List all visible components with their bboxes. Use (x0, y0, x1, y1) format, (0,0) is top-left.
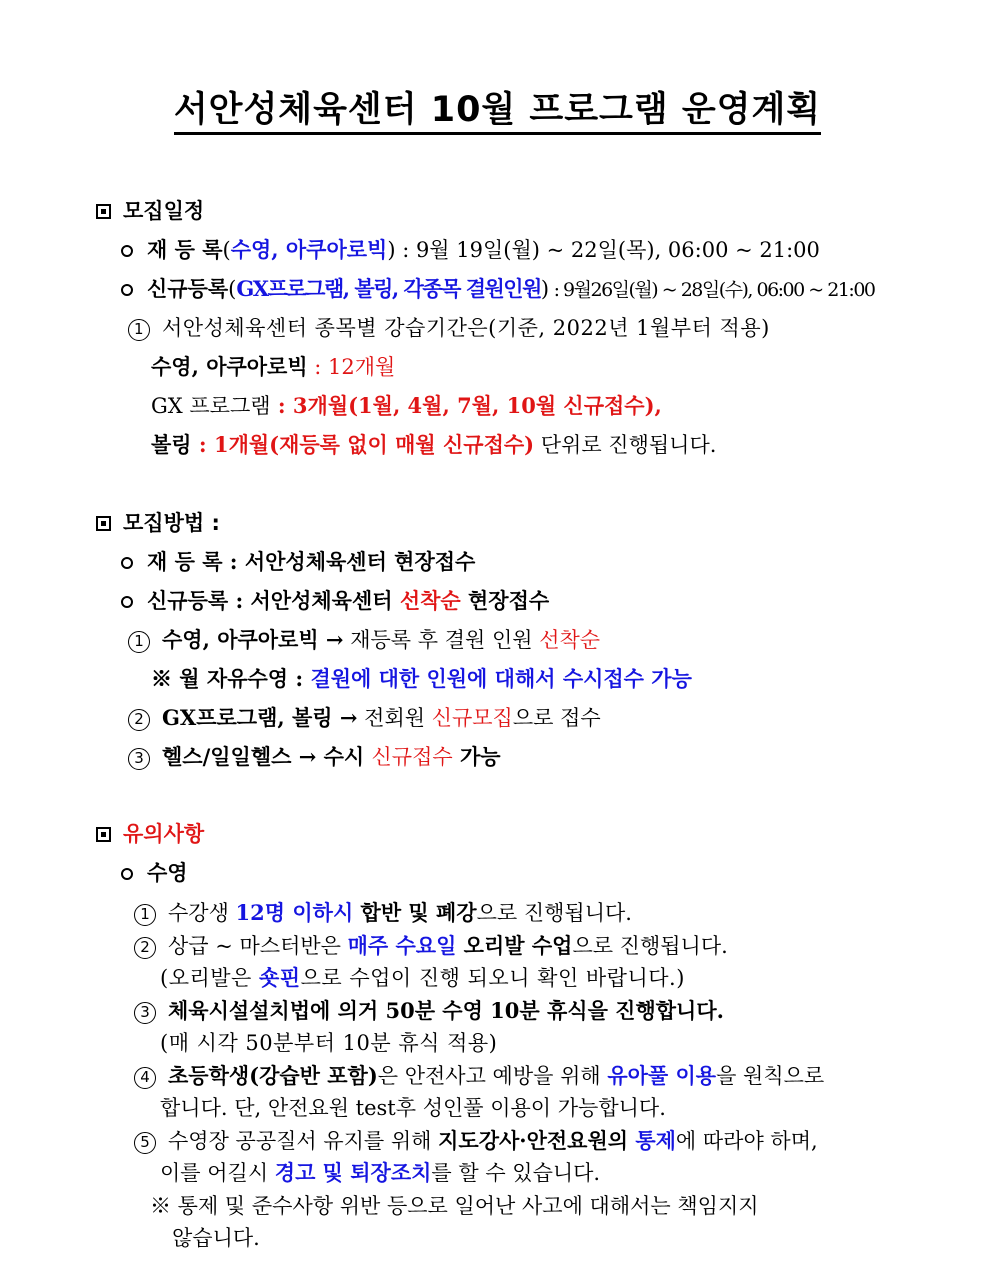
notice-item-3-detail: (매 시각 50분부터 10분 휴식 적용) (160, 1031, 498, 1055)
notice-item-3: 3 체육시설설치법에 의거 50분 수영 10분 휴식을 진행합니다. (134, 997, 724, 1025)
schedule-swim-period: 수영, 아쿠아로빅 : 12개월 (151, 354, 396, 379)
schedule-newreg-line: 신규등록(GX프로그램, 볼링, 각종목 결원인원) : 9월26일(월) ~ 28일(수), 06:00 ~ 21:00 (121, 275, 875, 304)
notice-disclaimer-line-1: ※ 통제 및 준수사항 위반 등으로 일어난 사고에 대해서는 책임지지 (150, 1194, 759, 1218)
circle-bullet-icon (121, 284, 133, 296)
section-heading-notice: 유의사항 (96, 820, 204, 848)
method-item-2: 2 GX프로그램, 볼링 → 전회원 신규모집으로 접수 (128, 704, 601, 732)
notice-item-5: 5 수영장 공공질서 유지를 위해 지도강사·안전요원의 통제에 따라야 하며, (134, 1127, 818, 1155)
schedule-gx-period: GX 프로그램 : 3개월(1월, 4월, 7월, 10월 신규접수), (151, 393, 662, 418)
section-heading-method: 모집방법 : (96, 509, 220, 537)
square-bullet-icon (96, 827, 111, 842)
notice-item-2-detail: (오리발은 숏핀으로 수업이 진행 되오니 확인 바랍니다.) (160, 965, 685, 990)
section-heading-schedule: 모집일정 (96, 197, 204, 225)
notice-item-4-detail: 합니다. 단, 안전요원 test후 성인풀 이용이 가능합니다. (160, 1096, 666, 1120)
method-free-swim-note: ※ 월 자유수영 : 결원에 대한 인원에 대해서 수시접수 가능 (151, 666, 692, 691)
notice-item-5-detail: 이를 어길시 경고 및 퇴장조치를 할 수 있습니다. (160, 1160, 601, 1185)
circle-bullet-icon (121, 557, 133, 569)
notice-disclaimer-line-2: 않습니다. (172, 1226, 260, 1250)
method-item-3: 3 헬스/일일헬스 → 수시 신규접수 가능 (128, 743, 501, 771)
notice-item-4: 4 초등학생(강습반 포함)은 안전사고 예방을 위해 유아풀 이용을 원칙으로 (134, 1062, 824, 1090)
square-bullet-icon (96, 204, 111, 219)
schedule-bowling-period: 볼링 : 1개월(재등록 없이 매월 신규접수) 단위로 진행됩니다. (151, 432, 717, 457)
schedule-note-1: 1 서안성체육센터 종목별 강습기간은(기준, 2022년 1월부터 적용) (128, 314, 770, 342)
notice-swim-subheading: 수영 (121, 859, 188, 887)
page-title: 서안성체육센터 10월 프로그램 운영계획 (0, 82, 995, 132)
circle-bullet-icon (121, 596, 133, 608)
schedule-rereg-line: 재 등 록(수영, 아쿠아로빅) : 9월 19일(월) ~ 22일(목), 06:00 ~ 21:00 (121, 236, 820, 264)
notice-item-2: 2 상급 ~ 마스터반은 매주 수요일 오리발 수업으로 진행됩니다. (134, 932, 728, 960)
notice-item-1: 1 수강생 12명 이하시 합반 및 폐강으로 진행됩니다. (134, 899, 632, 927)
method-newreg-line: 신규등록 : 서안성체육센터 선착순 현장접수 (121, 587, 549, 615)
method-item-1: 1 수영, 아쿠아로빅 → 재등록 후 결원 인원 선착순 (128, 626, 600, 654)
circle-bullet-icon (121, 245, 133, 257)
circle-bullet-icon (121, 868, 133, 880)
method-rereg-line: 재 등 록 : 서안성체육센터 현장접수 (121, 548, 475, 576)
square-bullet-icon (96, 516, 111, 531)
